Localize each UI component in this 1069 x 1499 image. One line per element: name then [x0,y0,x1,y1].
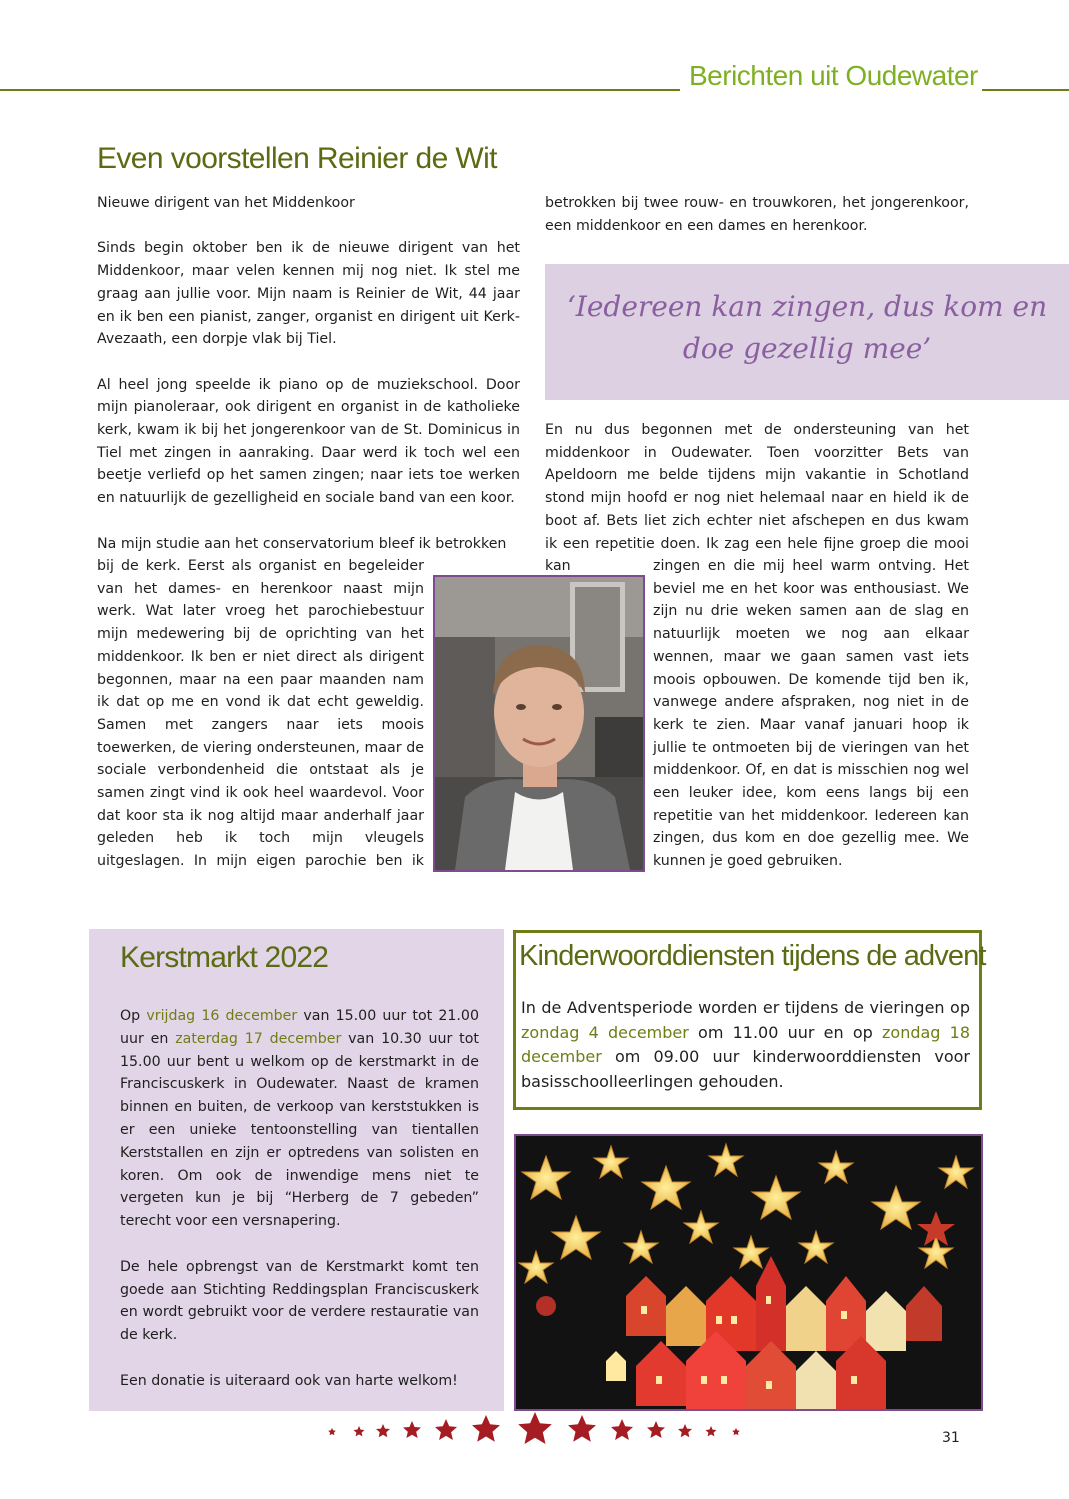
highlighted-date: zondag 4 december [521,1022,689,1042]
star-icon [732,1428,740,1435]
star-icon [611,1419,633,1440]
text-line: een leuker idee, kom eens langs bij een [653,785,969,802]
pull-quote-box [545,264,1069,400]
text-line: zingen, dus kom en doe gezellig mee. We [653,830,969,847]
text-line: moois opbouwen. De komende tijd ben ik, [653,671,969,688]
star-icon [647,1421,665,1438]
text-line: ik dat op me en vond ik dat echt geweldig. [97,694,424,711]
kinderwoorddiensten-text [521,996,970,1095]
text-run: om 11.00 uur en op [688,1022,882,1042]
text-line: middenkoor. Ik ben er niet direct als dirigent [97,648,424,665]
kerstmarkt-paragraph [120,1005,479,1233]
pull-quote-line: ‘Iedereen kan zingen, dus kom en [566,290,1048,323]
text-line: bij de kerk. Eerst als organist en begeleider [97,558,424,574]
portrait-illustration [435,577,643,870]
kinderwoorddiensten-title: Kinderwoorddiensten tijdens de advent [519,940,986,972]
text-line: jullie te ontmoeten bij de vieringen van het [653,739,969,756]
kerstmarkt-text [120,1005,479,1393]
article-right-column-top [545,192,969,237]
kinderwoorddiensten-paragraph [521,996,970,1095]
highlighted-date: vrijdag 16 december [146,1008,298,1024]
text-line: kerk te zien. Maar vanaf januari hoop ik [653,716,969,733]
text-line: mijn medewering bij de oprichting van het [97,626,424,643]
kerstmarkt-title: Kerstmarkt 2022 [120,941,329,974]
page-number: 31 [942,1430,960,1446]
text-line: uitgeslagen. In mijn eigen parochie ben ik [97,853,424,870]
star-icon [518,1412,552,1444]
star-icon [568,1415,596,1442]
text-line: van het dames- en herenkoor naast mijn [97,580,424,597]
highlighted-date: zondag 18 december [521,1022,971,1067]
text-run: van 10.30 uur tot 15.00 uur bent u welkom op de kerstmarkt in de Franciscuskerk in Oudewater. Naast de kramen binnen en buiten, de verkoop van kerststukken is er een unieke tentoonstelling van tientallen Kerststallen en zijn er optredens van solisten en koren. Om ook de inwendige mens niet te vergeten kun je bij “Herberg de 7 gebeden” terecht voor een versnapering. [120,1030,479,1230]
article-paragraph: Na mijn studie aan het conservatorium bleef ik betrokken [97,535,507,552]
christmas-lanterns-illustration [516,1136,981,1409]
header-rule-left [0,89,680,91]
article-subtitle: Nieuwe dirigent van het Middenkoor [97,195,355,211]
article-paragraph: Al heel jong speelde ik piano op de muziekschool. Door mijn pianoleraar, ook dirigent en organist in de katholieke kerk, kwam ik bij het jongerenkoor van de St. Dominicus in Tiel met zingen in aanraking. Daar werd ik toch wel een beetje verliefd op het samen zingen; naar iets toe werken en natuurlijk de gezelligheid en sociale band van een koor. [97,376,520,507]
star-icon [678,1424,692,1437]
highlighted-date: zaterdag 17 december [175,1030,342,1047]
text-line: geleden heb ik toch mijn vleugels [97,830,424,847]
article-paragraph: betrokken bij twee rouw- en trouwkoren, het jongerenkoor, een middenkoor en een dames en herenkoor. [545,195,969,234]
text-line: dat koor sta ik nog altijd maar anderhalf jaar [97,807,424,824]
text-line: kunnen je goed gebruiken. [653,853,843,870]
text-line: werk. Wat later vroeg het parochiebestuur [97,603,424,620]
text-line: natuurlijk moeten we nog aan elkaar [653,626,969,643]
text-line: zingen en die mij heel warm ontving. Het [653,558,969,574]
text-run: van 15.00 uur tot 21.00 uur en [120,1008,479,1047]
star-icon [376,1424,390,1437]
text-line: vanwege andere afspraken, nog niet in de [653,694,969,711]
text-line: samen zingt vind ik ook heel waardevol. Voor [97,785,424,802]
article-title: Even voorstellen Reinier de Wit [97,142,497,175]
section-header: Berichten uit Oudewater [689,60,978,91]
text-line: wennen, maar we gaan samen vast iets [653,648,969,665]
star-icon [403,1421,421,1438]
header-rule-right [982,89,1069,91]
text-line: beviel me en het koor was enthousiast. We [653,580,969,597]
article-left-column [97,192,520,555]
star-icon [328,1428,336,1435]
article-wrap-column-left [97,555,424,873]
star-icon [354,1426,365,1436]
text-line: repetitie van het middenkoor. Iedereen kan [653,807,969,824]
text-line: zijn nu drie weken samen aan de slag en [653,603,969,620]
kerstmarkt-paragraph: De hele opbrengst van de Kerstmarkt komt ten goede aan Stichting Reddingsplan Franciscuskerk en wordt gebruikt voor de verdere restauratie van de kerk. [120,1258,479,1344]
christmas-lanterns-photo [514,1134,983,1411]
text-line: toewerken, de viering ondersteunen, maar de [97,739,424,756]
article-paragraph: Sinds begin oktober ben ik de nieuwe dirigent van het Middenkoor, maar velen kennen mij nog niet. Ik stel me graag aan jullie voor. Mijn naam is Reinier de Wit, 44 jaar en ik ben een pianist, zanger, organist en dirigent uit Kerk-Avezaath, een dorpje vlak bij Tiel. [97,240,520,348]
pull-quote [545,286,1069,370]
text-run: In de Adventsperiode worden er tijdens de vieringen op [521,998,970,1017]
article-paragraph: En nu dus begonnen met de ondersteuning van het middenkoor in Oudewater. Toen voorzitter Bets van Apeldoorn me belde tijdens mijn vakantie in Schotland stond mijn hoofd er nog niet helemaal naar en hield ik de boot af. Bets liet zich echter niet afschepen en dus kwam ik een repetitie doen. Ik zag een hele fijne groep die mooi kan [545,422,969,575]
kerstmarkt-paragraph: Een donatie is uiteraard ook van harte welkom! [120,1372,458,1389]
text-line: middenkoor. Of, en dat is misschien nog wel [653,762,969,779]
text-run: Op [120,1008,147,1024]
star-icon [435,1419,457,1440]
text-line: sociale verbondenheid die ontstaat als je [97,762,424,779]
portrait-photo [433,575,645,872]
article-wrap-column-right [653,555,969,873]
star-icon [706,1426,717,1436]
text-run: om 09.00 uur kinderwoorddiensten voor basisschoolleerlingen gehouden. [521,1047,970,1092]
decorative-stars [322,1410,748,1454]
text-line: Samen met zangers naar iets moois [97,716,424,733]
pull-quote-line: doe gezellig mee’ [682,332,932,365]
text-line: begonnen, maar na een paar maanden nam [97,671,424,688]
star-icon [472,1415,500,1442]
